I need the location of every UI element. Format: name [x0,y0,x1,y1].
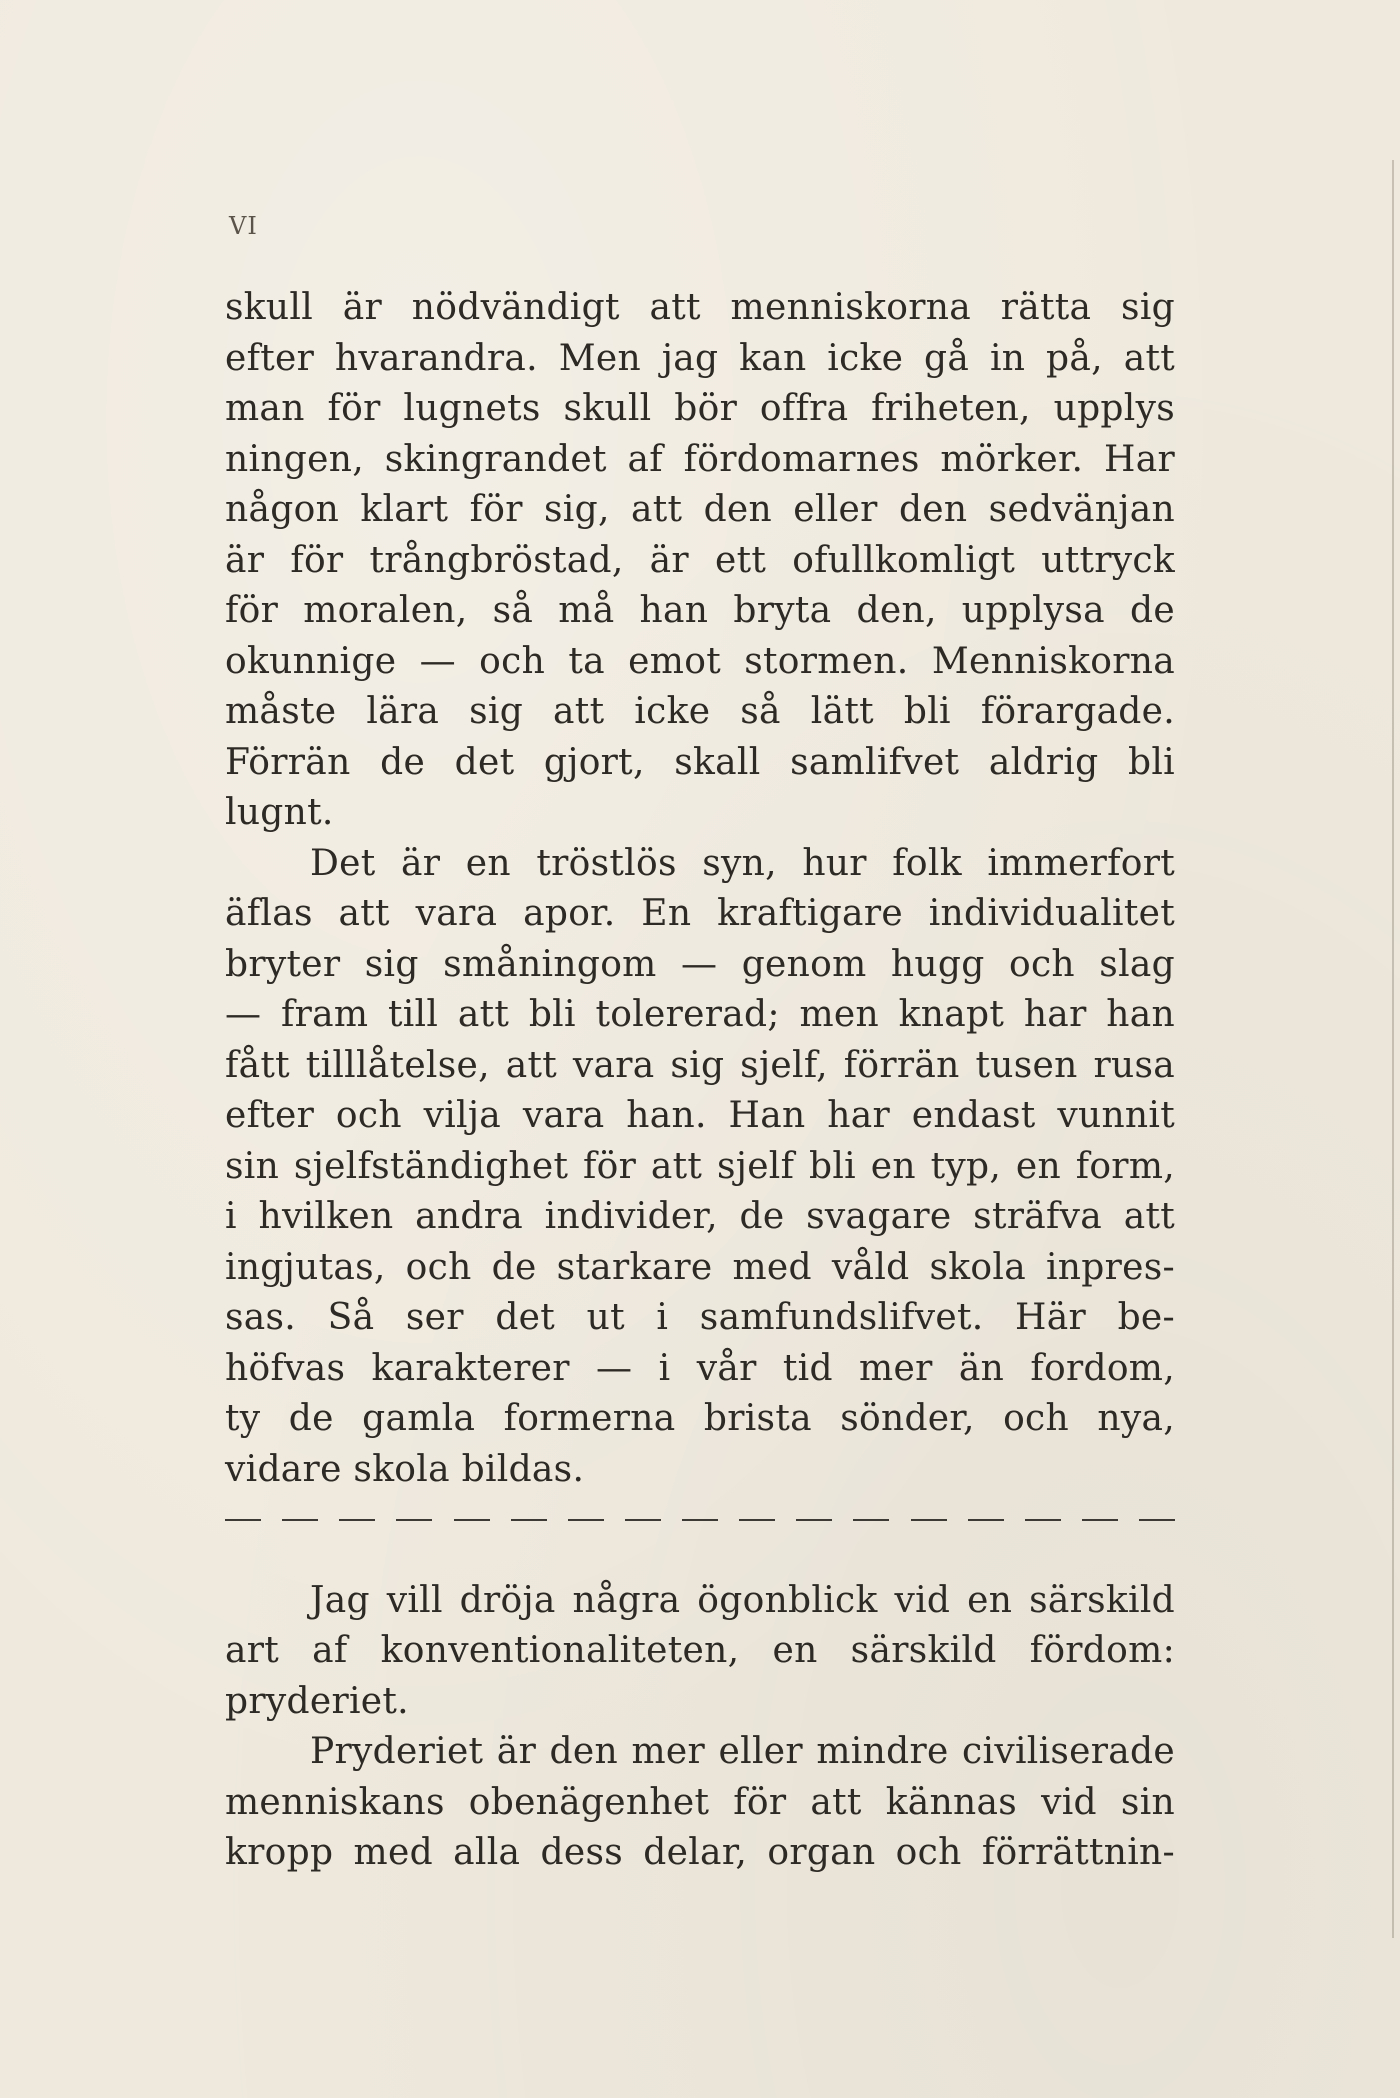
body-text [225,283,1175,1879]
text-line: är för trångbröstad, är ett ofullkomligt uttryck [225,539,1175,581]
paragraph-3 [225,1576,1175,1728]
text-line: menniskans obenägenhet för att kännas vid sin [225,1781,1175,1823]
text-line: man för lugnets skull bör offra friheten, upplys [225,388,1175,429]
text-line: — fram till att bli tolererad; men knapt har han [225,994,1175,1035]
text-line: Jag vill dröja några ögonblick vid en särskild [310,1579,1175,1621]
paragraph-4 [225,1727,1175,1879]
text-line: art af konventionaliteten, en särskild fördom: [225,1630,1175,1671]
text-line: ingjutas, och de starkare med våld skola inpres- [225,1246,1175,1288]
text-line: vidare skola bildas. [225,1448,585,1490]
page-number: VI [229,212,258,240]
text-line: lugnt. [225,792,334,833]
text-line: Förrän de det gjort, skall samlifvet aldrig bli [225,741,1175,783]
text-line: efter hvarandra. Men jag kan icke gå in på, att [225,337,1175,379]
text-line: ningen, skingrandet af fördomarnes mörker. Har [225,438,1175,480]
text-line: ty de gamla formerna brista sönder, och nya, [225,1398,1175,1439]
spacer [225,1546,1175,1576]
text-line: i hvilken andra individer, de svagare sträfva att [225,1196,1175,1237]
text-line: Pryderiet är den mer eller mindre civiliserade [310,1731,1175,1772]
text-line: kropp med alla dess delar, organ och förrättnin- [225,1832,1175,1873]
text-line: Det är en tröstlös syn, hur folk immerfort [310,842,1175,884]
paragraph-2 [225,839,1175,1496]
paragraph-1 [225,283,1175,839]
text-line: sin sjelfständighet för att sjelf bli en typ, en form, [225,1145,1175,1187]
text-line: för moralen, så må han bryta den, upplysa de [225,590,1175,631]
text-line: äflas att vara apor. En kraftigare individualitet [225,893,1175,934]
text-line: pryderiet. [225,1680,409,1722]
section-separator [225,1495,1175,1546]
text-line: sas. Så ser det ut i samfundslifvet. Här be- [225,1297,1175,1338]
page-edge [1392,160,1394,1938]
text-line: någon klart för sig, att den eller den sedvänjan [225,489,1175,530]
text-line: måste lära sig att icke så lätt bli förargade. [225,691,1175,732]
text-line: höfvas karakterer — i vår tid mer än fordom, [225,1347,1175,1389]
text-line: skull är nödvändigt att menniskorna rätta sig [225,287,1175,328]
text-line: okunnige — och ta emot stormen. Menniskorna [225,640,1175,682]
text-line: efter och vilja vara han. Han har endast vunnit [225,1095,1175,1136]
text-line: fått tilllåtelse, att vara sig sjelf, förrän tusen rusa [225,1044,1175,1086]
text-line: bryter sig småningom — genom hugg och slag [225,943,1175,985]
